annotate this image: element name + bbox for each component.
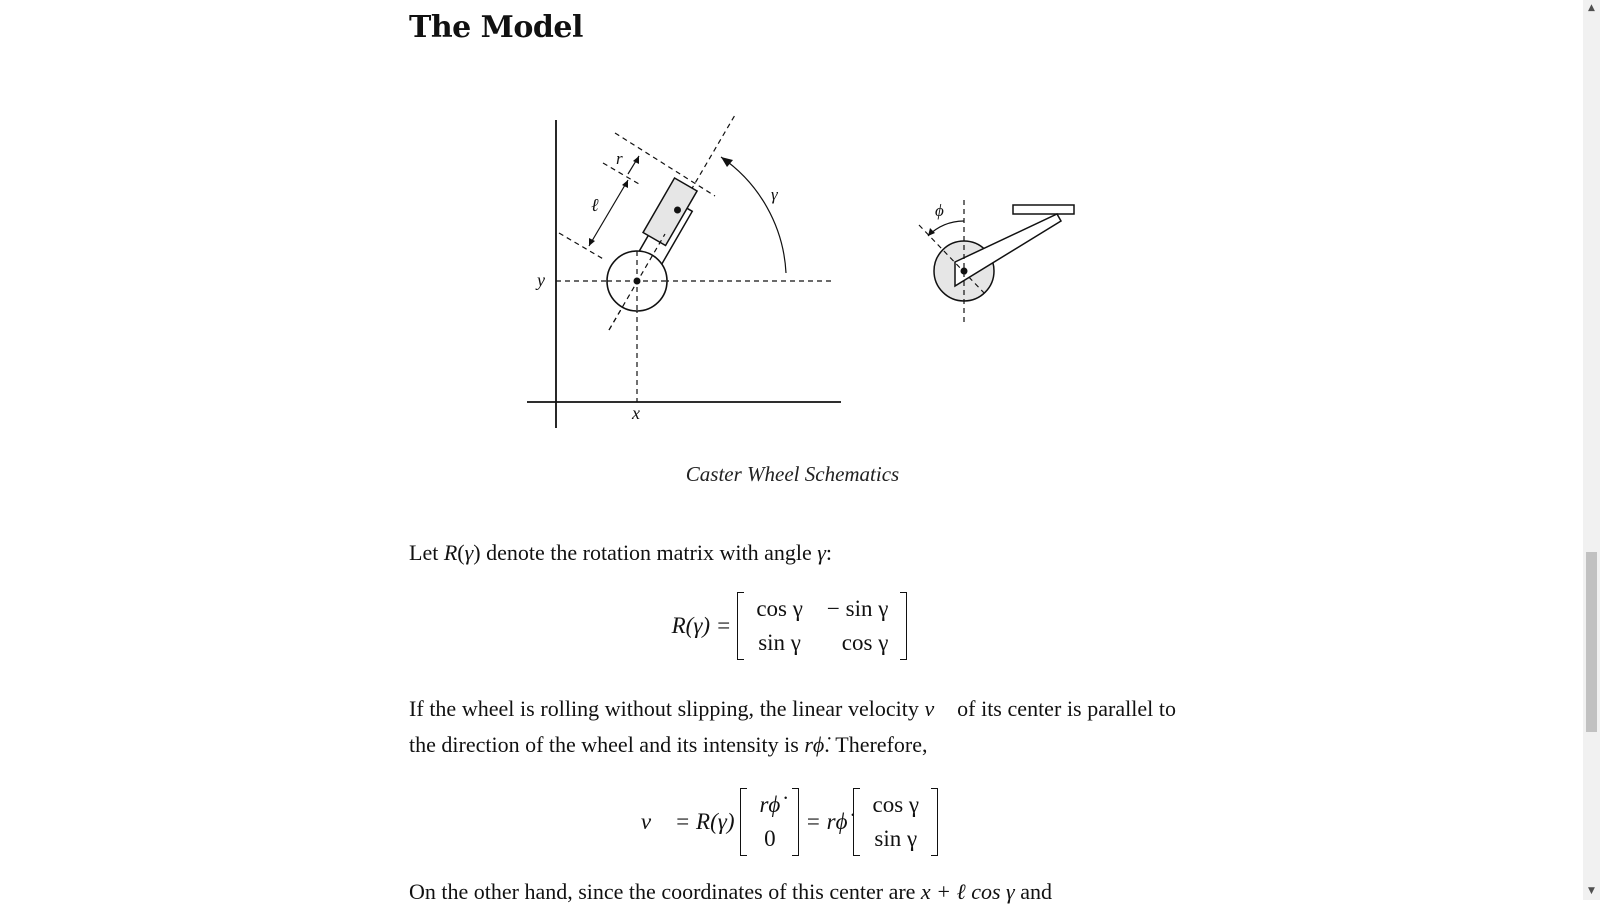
section-heading: The Model bbox=[409, 10, 583, 45]
y-label: y bbox=[537, 270, 545, 290]
scrollbar-thumb[interactable] bbox=[1586, 552, 1597, 732]
top-plate bbox=[1013, 205, 1074, 214]
reference-dashes bbox=[556, 115, 835, 402]
wheel-center-dot bbox=[674, 207, 681, 214]
velocity-vector-a: rϕ̇ 0 bbox=[740, 788, 799, 856]
paragraph-coordinates: On the other hand, since the coordinates of this center are x + ℓ cos γ and bbox=[409, 879, 1052, 904]
vertical-scrollbar[interactable] bbox=[1583, 0, 1600, 900]
gamma-arc bbox=[721, 157, 786, 273]
x-label: x bbox=[632, 403, 640, 423]
phi-label: ϕ bbox=[935, 201, 944, 220]
scroll-up-arrow[interactable]: ▲ bbox=[1588, 3, 1595, 13]
figure-caption: Caster Wheel Schematics bbox=[685, 462, 900, 486]
paragraph-rotation: Let R(γ) denote the rotation matrix with angle γ: bbox=[409, 540, 833, 565]
caster-wheel-figure bbox=[409, 100, 1176, 500]
phi-arc bbox=[928, 221, 964, 236]
velocity-vector-b: cos γ sin γ bbox=[853, 788, 938, 856]
rotation-matrix-equation: R(γ) = cos γ − sin γ sin γ cos γ bbox=[409, 592, 1176, 660]
paragraph-velocity: If the wheel is rolling without slipping, the linear velocity v⃗ of its center is parallel to the direction of the wheel and its intensity is rϕ̇. Therefore, bbox=[409, 696, 1177, 757]
pivot-dot bbox=[634, 278, 641, 285]
gamma-arrowhead bbox=[721, 157, 733, 167]
r-label: r bbox=[616, 149, 623, 168]
scroll-down-arrow[interactable]: ▼ bbox=[1588, 886, 1595, 896]
caster-wheel-schematic bbox=[409, 100, 1176, 460]
caster-top-view bbox=[919, 200, 1074, 322]
ell-label: ℓ bbox=[591, 195, 599, 215]
gamma-label: γ bbox=[771, 185, 778, 204]
rotation-matrix: cos γ − sin γ sin γ cos γ bbox=[737, 592, 907, 660]
velocity-equation: v⃗ = R(γ) rϕ̇ 0 = rϕ̇ cos γ sin γ bbox=[409, 788, 1176, 856]
